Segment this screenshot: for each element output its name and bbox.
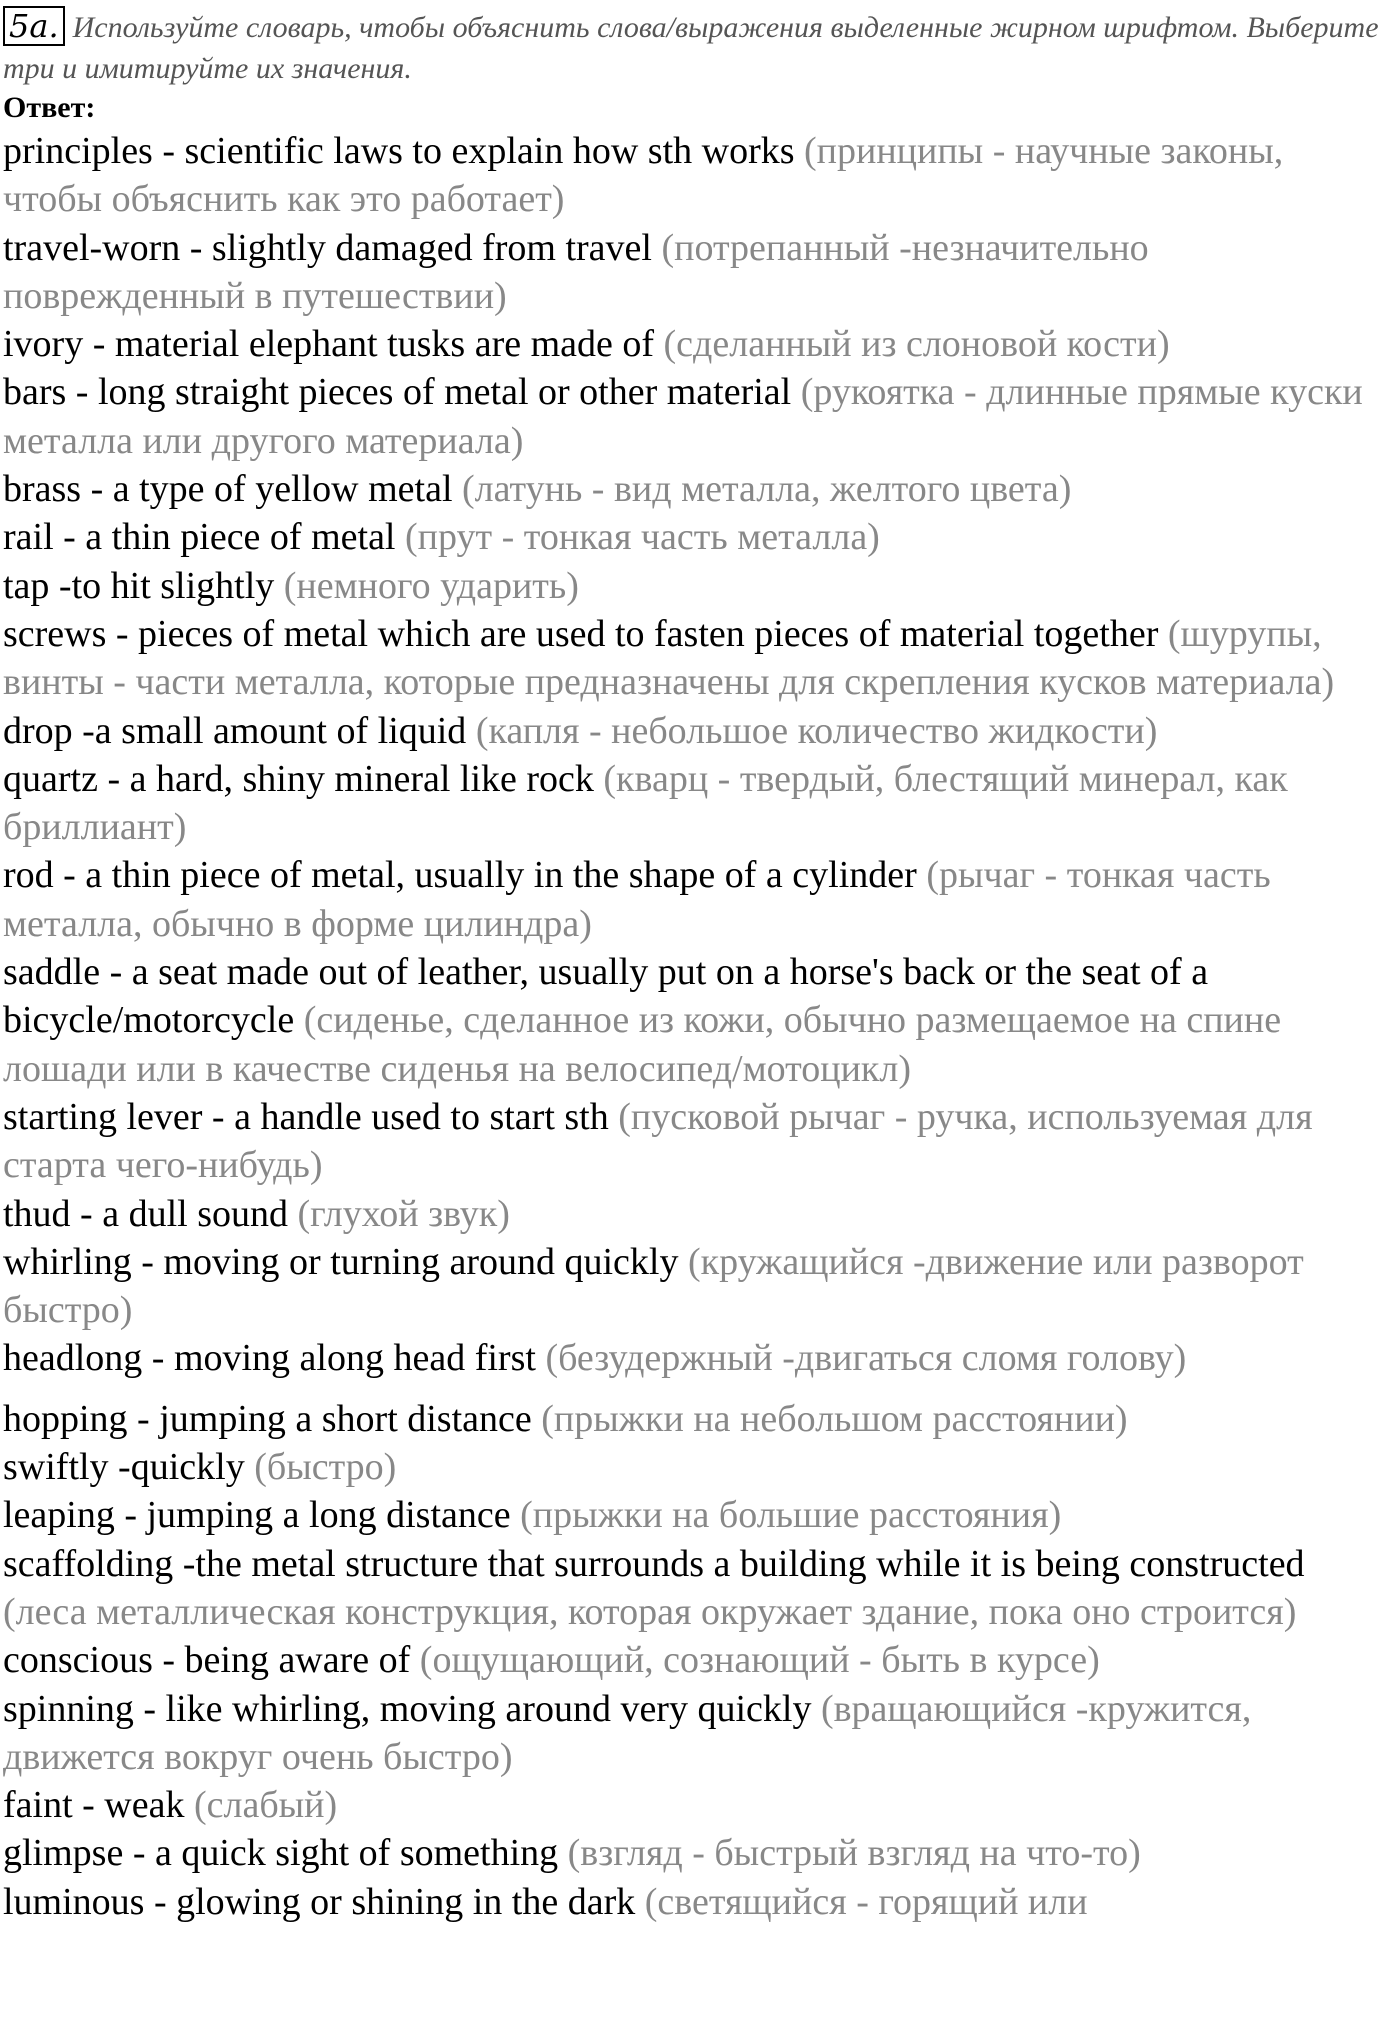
russian-translation: (капля - небольшое количество жидкости) bbox=[475, 709, 1158, 752]
russian-translation: (прыжки на небольшом расстоянии) bbox=[541, 1397, 1128, 1440]
english-definition: rod - a thin piece of metal, usually in the shape of a cylinder bbox=[3, 854, 917, 897]
vocabulary-entry bbox=[3, 707, 1390, 755]
english-definition: ivory - material elephant tusks are made of bbox=[3, 323, 655, 366]
vocabulary-entry bbox=[3, 851, 1390, 948]
english-definition: bars - long straight pieces of metal or other material bbox=[3, 371, 792, 414]
vocabulary-entry bbox=[3, 127, 1390, 224]
russian-translation: (светящийся - горящий или bbox=[644, 1880, 1088, 1923]
english-definition: principles - scientific laws to explain how sth works bbox=[3, 130, 795, 172]
english-definition: quartz - a hard, shiny mineral like rock bbox=[3, 757, 594, 800]
russian-translation: (глухой звук) bbox=[297, 1192, 510, 1235]
russian-translation: (латунь - вид металла, желтого цвета) bbox=[462, 468, 1072, 511]
russian-translation: (кварц - твердый, блестящий минерал, как бриллиант) bbox=[3, 757, 1288, 849]
russian-translation: (безудержный -двигаться сломя голову) bbox=[545, 1337, 1187, 1380]
english-definition: drop -a small amount of liquid bbox=[3, 709, 467, 752]
task-header bbox=[3, 6, 1390, 89]
russian-translation: (сиденье, сделанное из кожи, обычно размещаемое на спине лошади или в качестве сиденья на велосипед/мотоцикл) bbox=[3, 999, 1282, 1090]
english-definition: glimpse - a quick sight of something bbox=[3, 1832, 559, 1875]
english-definition: headlong - moving along head first bbox=[3, 1337, 536, 1380]
russian-translation: (шурупы, винты - части металла, которые предназначены для скрепления кусков материала) bbox=[3, 612, 1335, 704]
vocabulary-entry bbox=[3, 948, 1390, 1093]
english-definition: tap -to hit slightly bbox=[3, 564, 275, 607]
english-definition: starting lever - a handle used to start sth bbox=[3, 1095, 609, 1138]
english-definition: screws - pieces of metal which are used to fasten pieces of material together bbox=[3, 612, 1159, 655]
vocabulary-entry bbox=[3, 1190, 1390, 1238]
english-definition: faint - weak bbox=[3, 1784, 185, 1827]
russian-translation: (рычаг - тонкая часть металла, обычно в форме цилиндра) bbox=[3, 854, 1271, 945]
vocabulary-entry bbox=[3, 1443, 1390, 1491]
english-definition: thud - a dull sound bbox=[3, 1192, 288, 1235]
task-number-badge: 5a. bbox=[3, 6, 65, 46]
russian-translation: (принципы - научные законы, чтобы объяснить как это работает) bbox=[3, 130, 1284, 221]
vocabulary-entry bbox=[3, 1238, 1390, 1335]
russian-translation: (слабый) bbox=[193, 1784, 338, 1827]
vocabulary-entry bbox=[3, 1878, 1390, 1926]
vocabulary-entry bbox=[3, 1685, 1390, 1782]
russian-translation: (немного ударить) bbox=[283, 564, 579, 607]
russian-translation: (ощущающий, сознающий - быть в курсе) bbox=[419, 1639, 1100, 1682]
english-definition: travel-worn - slightly damaged from travel bbox=[3, 226, 652, 269]
vocabulary-entry bbox=[3, 320, 1390, 368]
english-definition: hopping - jumping a short distance bbox=[3, 1397, 532, 1440]
vocabulary-entry bbox=[3, 1636, 1390, 1684]
russian-translation: (прут - тонкая часть металла) bbox=[405, 516, 880, 559]
vocabulary-entry bbox=[3, 1334, 1390, 1382]
english-definition: spinning - like whirling, moving around very quickly bbox=[3, 1687, 812, 1730]
vocabulary-entry bbox=[3, 562, 1390, 610]
answer-label: Ответ: bbox=[3, 91, 96, 124]
vocabulary-entry bbox=[3, 1093, 1390, 1190]
russian-translation: (леса металлическая конструкция, которая окружает здание, пока оно строится) bbox=[3, 1590, 1297, 1633]
russian-translation: (кружащийся -движение или разворот быстро) bbox=[3, 1240, 1304, 1332]
russian-translation: (вращающийся -кружится, движется вокруг очень быстро) bbox=[3, 1687, 1252, 1778]
vocabulary-entry bbox=[3, 755, 1390, 852]
english-definition: conscious - being aware of bbox=[3, 1639, 411, 1682]
english-definition: swiftly -quickly bbox=[3, 1446, 245, 1489]
english-definition: leaping - jumping a long distance bbox=[3, 1494, 511, 1537]
vocabulary-entry bbox=[3, 610, 1390, 707]
task-instruction: Используйте словарь, чтобы объяснить слова/выражения выделенные жирном шрифтом. Выберите три и имитируйте их значения. bbox=[3, 11, 1379, 85]
vocabulary-entry bbox=[3, 1781, 1390, 1829]
vocabulary-entry bbox=[3, 465, 1390, 513]
english-definition: saddle - a seat made out of leather, usually put on a horse's back or the seat of a bicycle/motorcycle bbox=[3, 951, 1209, 1042]
english-definition: whirling - moving or turning around quickly bbox=[3, 1240, 679, 1283]
russian-translation: (рукоятка - длинные прямые куски металла или другого материала) bbox=[3, 371, 1363, 462]
english-definition: rail - a thin piece of metal bbox=[3, 516, 396, 559]
russian-translation: (быстро) bbox=[254, 1446, 397, 1489]
russian-translation: (пусковой рычаг - ручка, используемая для старта чего-нибудь) bbox=[3, 1095, 1313, 1187]
english-definition: luminous - glowing or shining in the dark bbox=[3, 1880, 636, 1923]
russian-translation: (взгляд - быстрый взгляд на что-то) bbox=[567, 1832, 1141, 1875]
vocabulary-entry bbox=[3, 224, 1390, 321]
vocabulary-entry bbox=[3, 1491, 1390, 1539]
vocabulary-entry bbox=[3, 1540, 1390, 1637]
vocabulary-entry bbox=[3, 368, 1390, 465]
russian-translation: (потрепанный -незначительно поврежденный в путешествии) bbox=[3, 226, 1149, 317]
vocabulary-entry bbox=[3, 1829, 1390, 1877]
vocabulary-entry bbox=[3, 513, 1390, 561]
russian-translation: (сделанный из слоновой кости) bbox=[663, 323, 1170, 366]
vocabulary-list bbox=[3, 127, 1390, 1926]
vocabulary-entry bbox=[3, 1395, 1390, 1443]
russian-translation: (прыжки на большие расстояния) bbox=[520, 1494, 1062, 1537]
english-definition: brass - a type of yellow metal bbox=[3, 468, 453, 511]
english-definition: scaffolding -the metal structure that surrounds a building while it is being constructed bbox=[3, 1542, 1305, 1585]
